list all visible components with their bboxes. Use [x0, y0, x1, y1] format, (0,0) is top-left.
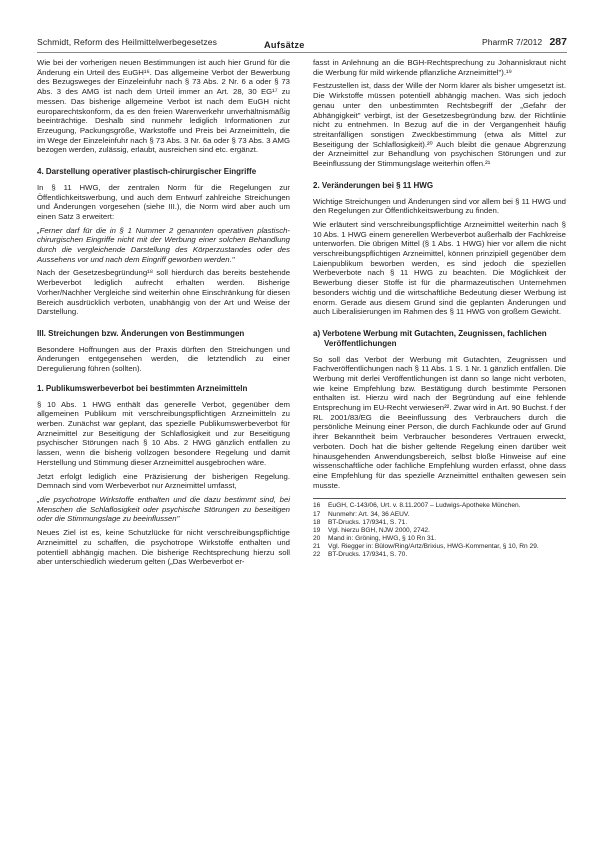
quote: „Ferner darf für die in § 1 Nummer 2 genannten operativen plastisch-chirurgischen Eingriffe nicht mit der Werbung einer solchen Behandlung durch die vergleichende Darstellung des Körperzustandes oder des Aussehens vor und nach dem Eingriff geworben werden."	[37, 225, 290, 264]
section-heading: 4. Darstellung operativer plastisch-chirurgischer Eingriffe	[37, 167, 257, 177]
left-column	[37, 58, 290, 567]
section-heading: III. Streichungen bzw. Änderungen von Bestimmungen	[37, 328, 245, 338]
paragraph: So soll das Verbot der Werbung mit Gutachten, Zeugnissen und Fachveröffentlichungen nach § 11 Abs. 1 S. 1 Nr. 1 gänzlich entfallen. Die Werbung mit derlei Veröffentlichungen ist dann so lange nicht verboten, wie keine Empfehlung bzw. Bestätigung durch bestimmte Personen enthalten ist. Hierzu wird nach der Begründung auf eine fehlende Entsprechung im EU-Recht verwiesen²². Zwar wird in Art. 90 Buchst. f der RL 2001/83/EG die Beeinflussung des Verbrauchers durch die persönliche Meinung einer Person, die durch Fachkunde oder auf Grund ihrer Bekanntheit beim Verbraucher besonderes Vertrauen erweckt, verboten. Doch hat die bisher geltende Regelung einen darüber weit hinausgehenden Anwendungsbereich, selbst bloße Hinweise auf eine wissenschaftliche oder fachliche Empfehlung wurden erfasst, ohne dass eine Empfehlung für das spezielle Arzneimittel enthalten gewesen sein musste.	[313, 354, 566, 490]
footnote: 20 Mand in: Gröning, HWG, § 10 Rn 31.	[313, 534, 437, 542]
footnote: 18 BT-Drucks. 17/9341, S. 71.	[313, 518, 408, 526]
footnote: 17 Nunmehr: Art. 34, 36 AEUV.	[313, 510, 410, 518]
right-column	[313, 58, 566, 559]
paragraph: Neues Ziel ist es, keine Schutzlücke für nicht verschreibungspflichtige Arzneimittel zu schaffen, die psychotrope Wirkstoffe enthalten und potentiell abhängig machen. Die bisherige Rechtsprechung hierzu soll aber unterschiedlich wiederum gelten („Das Werbeverbot er-	[37, 528, 290, 567]
section-label: Aufsätze	[264, 40, 305, 50]
paragraph: fasst in Anlehnung an die BGH-Rechtsprechung zu Johanniskraut nicht die Werbung für mild wirkende pflanzliche Arzneimittel").¹⁹	[313, 58, 566, 77]
paragraph: Besondere Hoffnungen aus der Praxis dürften den Streichungen und Änderungen entgegensehen werden, die letztendlich zu einer Deregulierung führen (sollten).	[37, 344, 290, 374]
page-number: 287	[549, 36, 567, 48]
header-rule	[37, 52, 567, 53]
quote: „die psychotrope Wirkstoffe enthalten und die dazu bestimmt sind, bei Menschen die Schlaflosigkeit oder psychische Störungen zu beseitigen oder die Stimmungslage zu beeinflussen"	[37, 495, 290, 524]
footnote: 16 EuGH, C-143/06, Urt. v. 8.11.2007 – Ludwigs-Apotheke München.	[313, 502, 521, 510]
paragraph: Jetzt erfolgt lediglich eine Präzisierung der bisherigen Regelung. Demnach sind vom Werbeverbot nur Arzneimittel umfasst,	[37, 471, 290, 491]
paragraph: Wie erläutert sind verschreibungspflichtige Arzneimittel weiterhin nach § 10 Abs. 1 HWG einem generellen Werbeverbot außerhalb der Fachkreise unterworfen. Die übrigen Mittel (§ 1 Abs. 1 HWG) hier vor allem die nicht verschreibungspflichtigen Arzneimittel, können prinzipiell gegenüber dem Laienpublikum beworben werden, es sind jedoch die speziellen Werbeverbote nach § 11 HWG zu beachten. Die Möglichkeit der Bewerbung dieser Stoffe ist für die pharmazeutischen Unternehmen besonders wichtig und die wirtschaftliche Bedeutung dieser Werbung ist enorm. Gerade aus diesem Grund sind die geplanten Änderungen und auch Liberalisierungen im Rahmen des § 11 HWG von großem Gewicht.	[313, 219, 566, 317]
paragraph: Festzustellen ist, dass der Wille der Norm klarer als bisher umgesetzt ist. Die Wirkstoffe müssen potentiell abhängig machen. Was sich jedoch genau unter den unbestimmten Rechtsbegriff der „Gefahr der Abhängigkeit" verbirgt, ist der Gesetzesbegründung bzw. der Richtlinie nicht zu entnehmen. In Bezug auf die in der Vergangenheit häufig streitanfälligen sonstigen Zweckbestimmung (etwa als Mittel zur Beseitigung der Schlaflosigkeit).²⁰ Auch bleibt die genaue Abgrenzung der Arzneimittel zur Behandlung von psychischen Störungen und zur Beeinflussung der Stimmungslage weiterhin offen.²¹	[313, 81, 566, 169]
paragraph: § 10 Abs. 1 HWG enthält das generelle Verbot, gegenüber dem allgemeinen Publikum mit verschreibungspflichtigen Arzneimitteln zu werben. Zunächst war geplant, das spezielle Publikumswerbeverbot für Arzneimittel zur Beseitigung der Schlaflosigkeit und zur Beseitigung psychischer Störungen nach § 10 Abs. 2 HWG gänzlich entfallen zu lassen, wenn die bisherig vollzogen besondere Regelung und damit Herstellung und Stimmung dieser Arzneimittel ausgebrochen wäre.	[37, 399, 290, 467]
paragraph: Wie bei der vorherigen neuen Bestimmungen ist auch hier Grund für die Änderung ein Urteil des EuGH¹⁶. Das allgemeine Verbot der Bewerbung des Bezugsweges der Einzeleinfuhr nach § 73 Abs. 2 Nr. 6 a oder § 73 Abs. 3 des AMG ist nach dem Urteil immer an Art. 28, 30 EG¹⁷ zu messen. Das bisherige allgemeine Verbot ist nach dem EuGH nicht europarechtskonform, da es den freien Warenverkehr unverhältnismäßig beeinträchtige. Deshalb sind nunmehr lediglich Informationen zur Erzeugung, Packungsgröße, Warkstoffe und Preis bei Arzneimitteln, die im Wege der Einzeleinfuhr nach § 73 Abs. 3 Nr. 6a oder § 73 Abs. 3 AMG bezogen werden, zulässig, erlaubt, ausreichen sind etc. ergänzt.	[37, 58, 290, 155]
paragraph: In § 11 HWG, der zentralen Norm für die Regelungen zur Öffentlichkeitswerbung, und auch dem Entwurf zahlreiche Streichungen und Änderungen vorgesehen (siehe III.), die Norm wird aber auch um einen Satz 3 erweitert:	[37, 182, 290, 221]
page-header	[37, 36, 567, 52]
section-heading: 2. Veränderungen bei § 11 HWG	[313, 180, 434, 190]
footnote: 19 Vgl. hierzu BGH, NJW 2000, 2742.	[313, 526, 430, 534]
section-heading: 1. Publikumswerbeverbot bei bestimmten Arzneimitteln	[37, 383, 248, 393]
running-title: Schmidt, Reform des Heilmittelwerbegesetzes	[37, 37, 218, 47]
section-heading: a) Verbotene Werbung mit Gutachten, Zeugnissen, fachlichen Veröffentlichungen	[313, 328, 547, 348]
paragraph: Nach der Gesetzesbegründung¹⁸ soll hierdurch das bereits bestehende Werbeverbot lediglich aufrecht erhalten werden. Bisherige Vorher/Nachher Vergleiche sind weiterhin ohne Einschränkung für diesen Bereich ausdrücklich verboten, unabhängig von der Art und Weise der Darstellung.	[37, 268, 290, 317]
footnote: 21 Vgl. Riegger in: Bülow/Ring/Artz/Brixius, HWG-Kommentar, § 10, Rn 29.	[313, 542, 539, 550]
footnote-rule	[313, 498, 566, 499]
footnote: 22 BT-Drucks. 17/9341, S. 70.	[313, 550, 408, 558]
paragraph: Wichtige Streichungen und Änderungen sind vor allem bei § 11 HWG und den Regelungen zur Öffentlichkeitswerbung zu finden.	[313, 196, 566, 216]
journal-issue: PharmR 7/2012	[482, 37, 543, 47]
